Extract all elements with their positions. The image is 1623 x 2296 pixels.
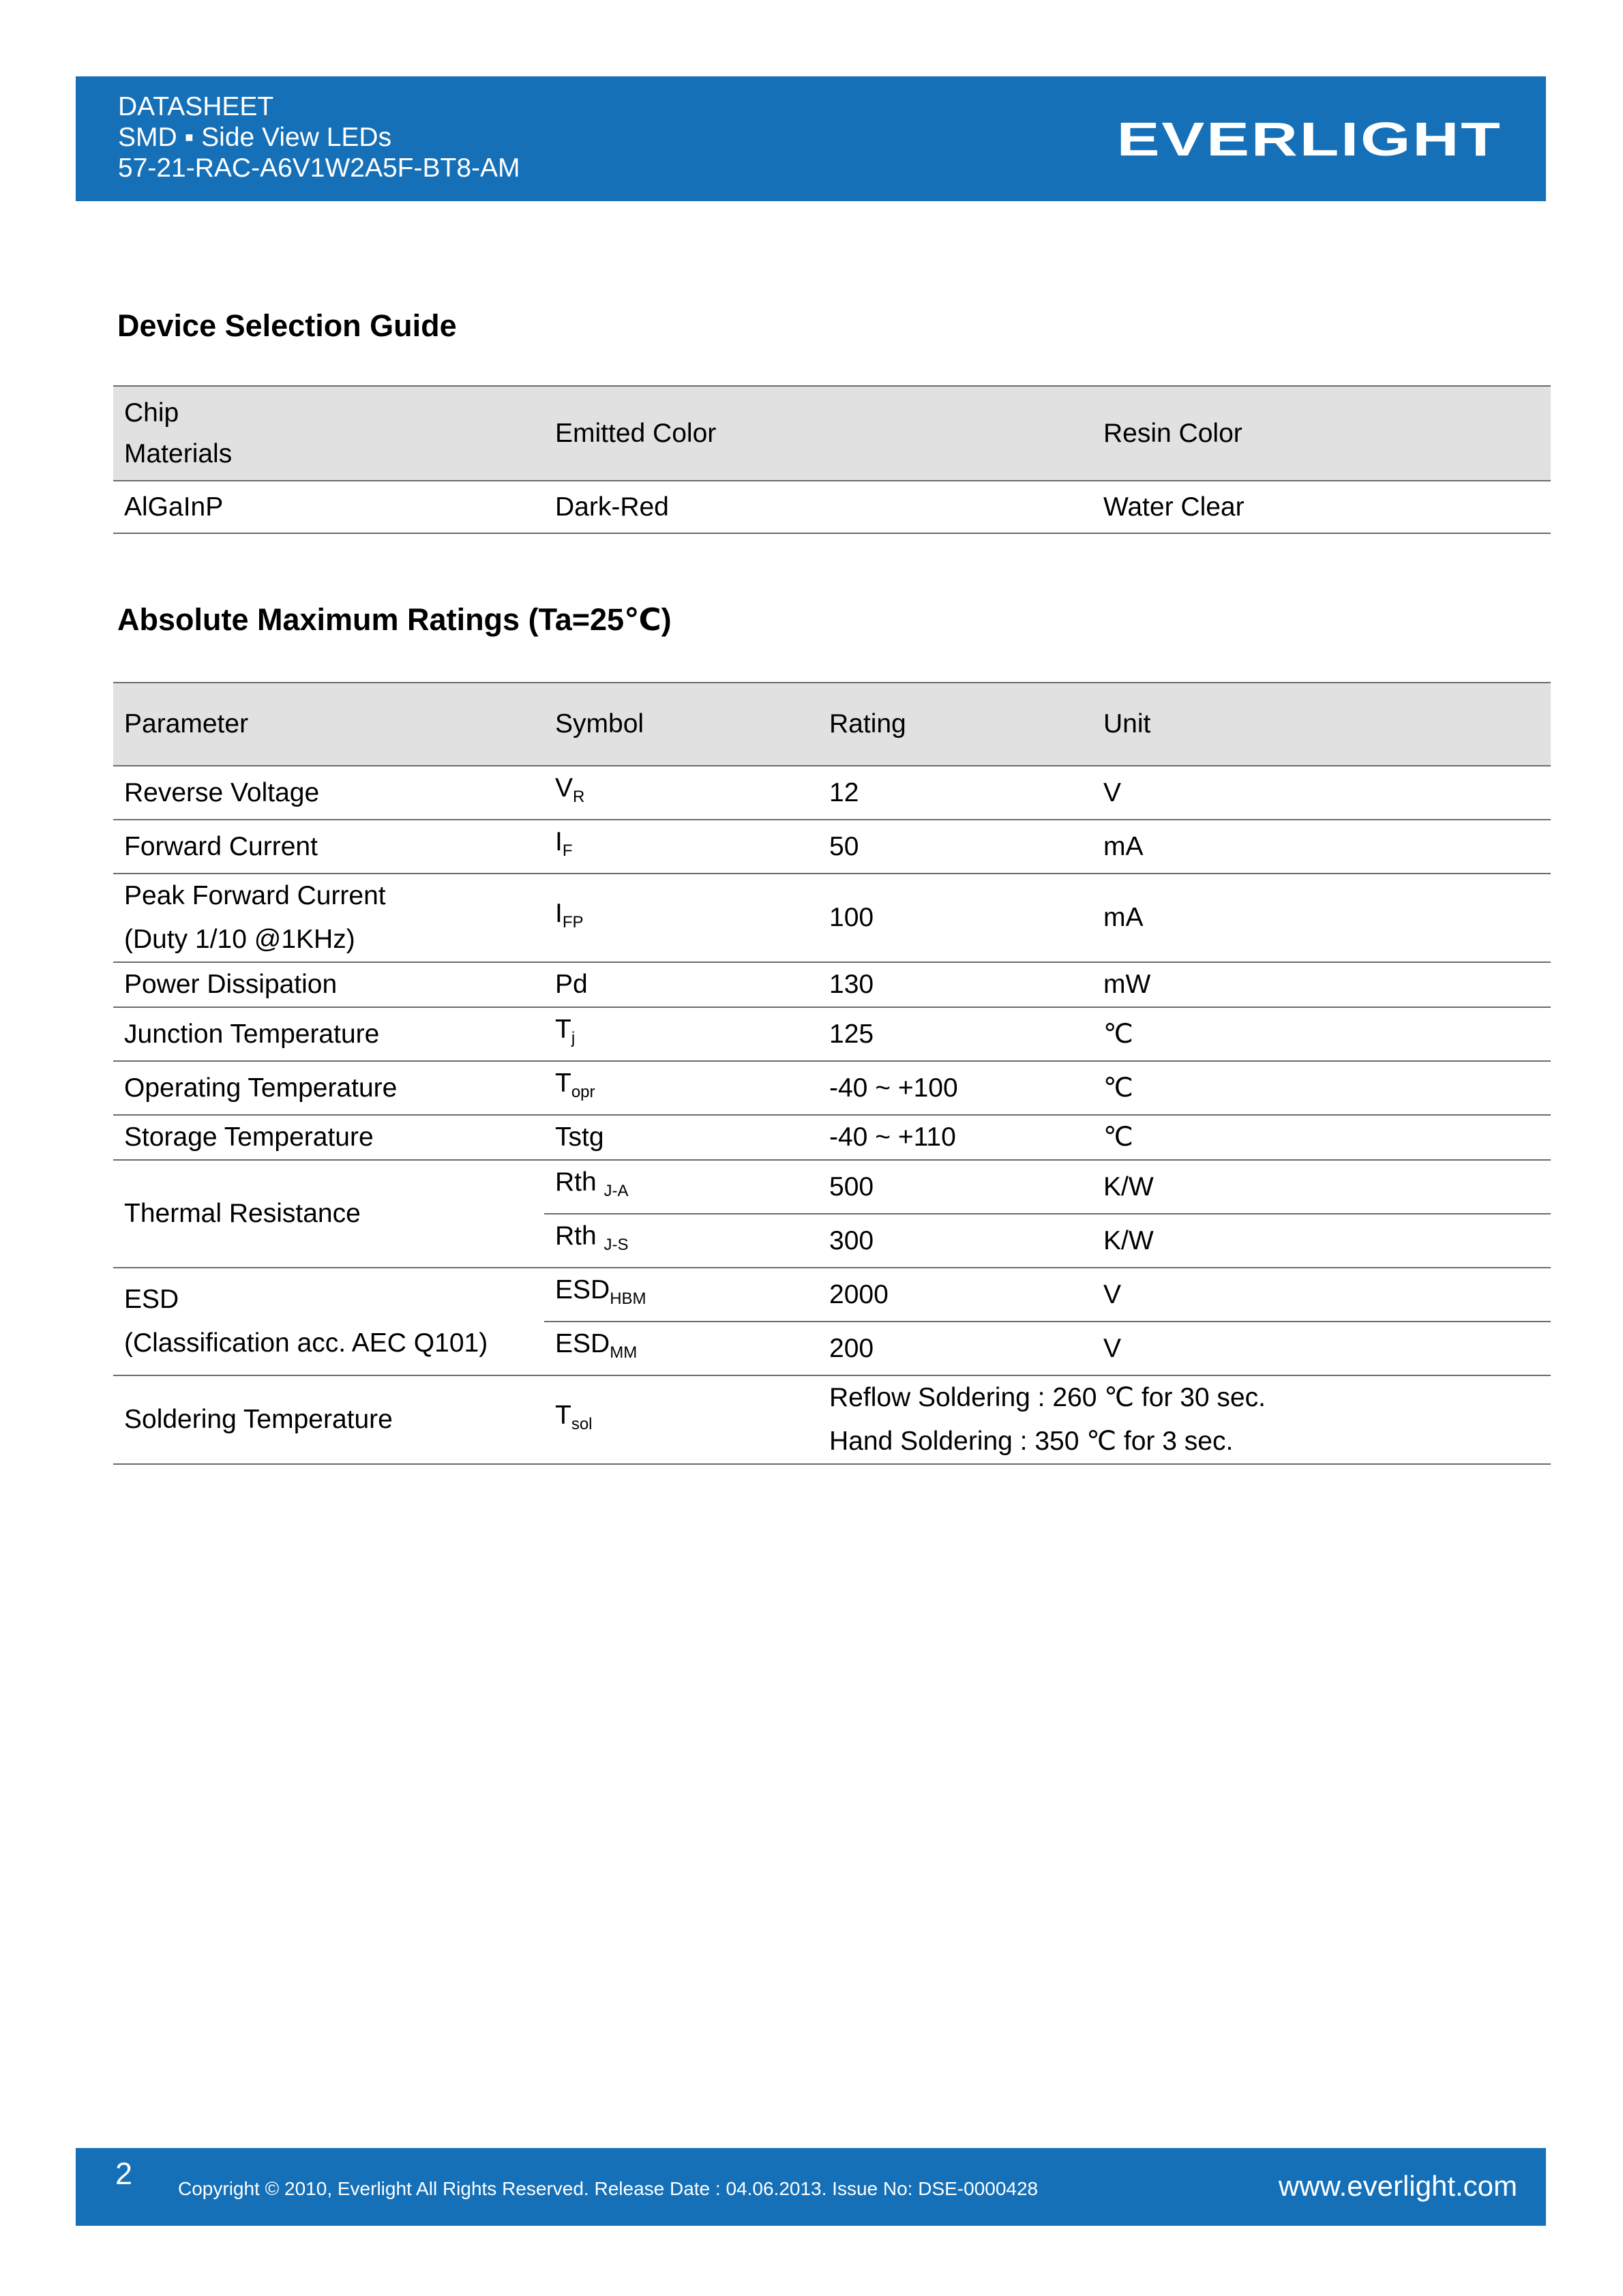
ratings-table [113,682,1551,1465]
symbol-text: V [555,773,574,803]
table-row [113,1375,1551,1464]
parameter-cell: Storage Temperature [113,1115,544,1160]
unit-cell: K/W [1092,1214,1551,1268]
symbol-subscript: FP [562,912,584,931]
symbol-cell [544,1061,818,1115]
table-row [113,962,1551,1007]
table-row [113,1061,1551,1115]
rating-cell: 50 [818,820,1092,874]
symbol-text: T [555,1015,571,1044]
rating-cell: 2000 [818,1268,1092,1322]
table-row [113,481,1551,533]
header-text [118,91,520,183]
rating-line1: Reflow Soldering : 260 ℃ for 30 sec. [829,1383,1266,1412]
parameter-line2: (Classification acc. AEC Q101) [124,1328,488,1358]
rating-line2: Hand Soldering : 350 ℃ for 3 sec. [829,1427,1234,1456]
rating-cell: -40 ~ +110 [818,1115,1092,1160]
unit-header: Unit [1092,683,1551,766]
symbol-text: T [555,1400,571,1430]
footer-banner [76,2148,1546,2226]
table-row [113,1160,1551,1214]
rating-cell: -40 ~ +100 [818,1061,1092,1115]
parameter-line1: ESD [124,1285,179,1314]
rating-cell: 200 [818,1322,1092,1375]
selection-guide-table [113,385,1551,534]
rating-cell: 300 [818,1214,1092,1268]
unit-cell: ℃ [1092,1007,1551,1061]
parameter-header: Parameter [113,683,544,766]
symbol-cell [544,820,818,874]
symbol-text: ESD [555,1329,610,1358]
symbol-cell [544,766,818,820]
symbol-cell [544,874,818,962]
part-number: 57-21-RAC-A6V1W2A5F-BT8-AM [118,153,520,183]
table-row [113,820,1551,874]
symbol-text: ESD [555,1275,610,1304]
emitted-color-cell: Dark-Red [544,481,1092,533]
symbol-subscript: J-A [604,1182,629,1200]
chip-materials-header [113,386,544,481]
symbol-subscript: HBM [610,1289,646,1308]
parameter-line1: Peak Forward Current [124,881,386,910]
chip-header-line2: Materials [124,438,233,468]
chip-material-cell: AlGaInP [113,481,544,533]
table-row [113,874,1551,962]
symbol-subscript: R [573,788,585,806]
header-banner [76,76,1546,201]
ratings-title: Absolute Maximum Ratings (Ta=25℃) [117,602,672,637]
symbol-cell [544,1160,818,1214]
doc-type: DATASHEET [118,92,274,121]
resin-color-cell: Water Clear [1092,481,1551,533]
parameter-cell: Thermal Resistance [113,1160,544,1268]
symbol-subscript: J-S [604,1236,629,1254]
rating-cell [818,1375,1551,1464]
symbol-text: T [555,1069,571,1098]
symbol-text: Rth [555,1221,604,1251]
table-row [113,1007,1551,1061]
rating-cell: 500 [818,1160,1092,1214]
symbol-text: I [555,898,563,928]
symbol-cell [544,1268,818,1322]
rating-header: Rating [818,683,1092,766]
copyright-text: Copyright © 2010, Everlight All Rights Reserved. Release Date : 04.06.2013. Issue No: DSE-0000428 [178,2178,1039,2199]
parameter-cell: Junction Temperature [113,1007,544,1061]
unit-cell: ℃ [1092,1061,1551,1115]
rating-cell: 125 [818,1007,1092,1061]
website-link[interactable]: www.everlight.com [1278,2170,1517,2202]
everlight-logo: EVERLIGHT [1116,113,1502,166]
unit-cell: mA [1092,874,1551,962]
symbol-subscript: opr [571,1083,595,1101]
parameter-cell: Forward Current [113,820,544,874]
unit-cell: mA [1092,820,1551,874]
unit-cell: ℃ [1092,1115,1551,1160]
symbol-header: Symbol [544,683,818,766]
table-row [113,766,1551,820]
table-row [113,1115,1551,1160]
symbol-cell: Pd [544,962,818,1007]
symbol-subscript: sol [571,1414,593,1433]
product-category: SMD ▪ Side View LEDs [118,123,392,152]
parameter-cell: Reverse Voltage [113,766,544,820]
symbol-text: Rth [555,1167,604,1197]
symbol-subscript: MM [610,1343,638,1362]
rating-cell: 130 [818,962,1092,1007]
selection-guide-title: Device Selection Guide [117,308,457,343]
resin-color-header: Resin Color [1092,386,1551,481]
parameter-cell [113,1268,544,1375]
parameter-cell: Power Dissipation [113,962,544,1007]
parameter-cell: Soldering Temperature [113,1375,544,1464]
ratings-header-row [113,683,1551,766]
emitted-color-header: Emitted Color [544,386,1092,481]
symbol-cell [544,1214,818,1268]
unit-cell: K/W [1092,1160,1551,1214]
page-number: 2 [115,2156,133,2191]
chip-header-line1: Chip [124,398,179,428]
unit-cell: V [1092,1322,1551,1375]
symbol-cell [544,1322,818,1375]
table-row [113,1268,1551,1322]
symbol-subscript: F [562,841,573,860]
unit-cell: V [1092,1268,1551,1322]
symbol-cell: Tstg [544,1115,818,1160]
parameter-cell: Operating Temperature [113,1061,544,1115]
selection-header-row [113,386,1551,481]
unit-cell: V [1092,766,1551,820]
symbol-cell [544,1007,818,1061]
symbol-subscript: j [571,1029,576,1047]
parameter-line2: (Duty 1/10 @1KHz) [124,925,355,954]
parameter-cell [113,874,544,962]
symbol-cell [544,1375,818,1464]
symbol-text: I [555,827,563,856]
rating-cell: 12 [818,766,1092,820]
unit-cell: mW [1092,962,1551,1007]
rating-cell: 100 [818,874,1092,962]
